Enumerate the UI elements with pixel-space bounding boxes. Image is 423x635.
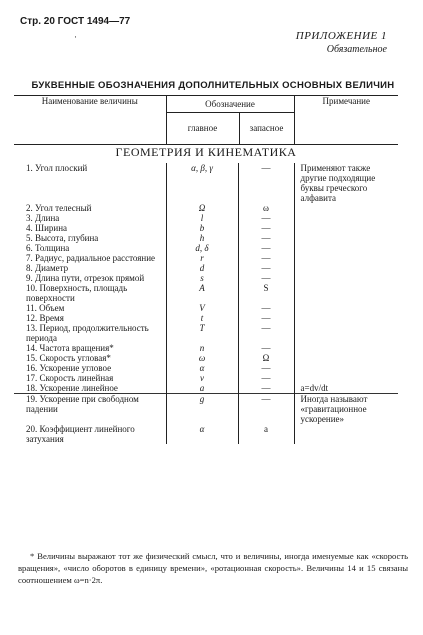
quantity-name: 3. Длина [26, 213, 60, 223]
alt-symbol: a [238, 424, 294, 444]
table-row [14, 233, 398, 243]
row-note [294, 363, 398, 373]
table-row [14, 283, 398, 303]
document-title: БУКВЕННЫЕ ОБОЗНАЧЕНИЯ ДОПОЛНИТЕЛЬНЫХ ОСНОВНЫХ ВЕЛИЧИН [31, 80, 395, 91]
table-row [14, 383, 398, 394]
quantity-name: 9. Длина пути, отрезок прямой [26, 273, 145, 283]
quantity-name: 10. Поверхность, площадь поверхности [26, 283, 128, 303]
main-symbol: T [166, 323, 238, 343]
row-note [294, 253, 398, 263]
quantity-name: 20. Коэффициент линейного затухания [26, 424, 135, 444]
row-note [294, 263, 398, 273]
alt-symbol: — [238, 223, 294, 233]
table-row [14, 323, 398, 343]
row-note [294, 303, 398, 313]
table-row [14, 223, 398, 233]
alt-symbol: — [238, 303, 294, 313]
table-row [14, 163, 398, 203]
row-note [294, 223, 398, 233]
alt-symbol: — [238, 243, 294, 253]
row-note: Иногда называют «гравитационное ускорение» [294, 394, 398, 425]
main-symbol: a [166, 383, 238, 394]
alt-symbol: ω [238, 203, 294, 213]
quantity-name: 11. Объем [26, 303, 65, 313]
row-note [294, 353, 398, 363]
alt-symbol: — [238, 163, 294, 203]
quantity-name: 19. Ускорение при свободном падении [14, 394, 166, 425]
header-main: главное [187, 123, 218, 133]
row-note: Применяют также другие подходящие буквы греческого алфавита [294, 163, 398, 203]
header-alt: запасное [239, 113, 294, 144]
table-row [14, 263, 398, 273]
table-row [14, 424, 398, 444]
alt-symbol: S [238, 283, 294, 303]
main-symbol: α [166, 363, 238, 373]
quantity-name: 12. Время [26, 313, 64, 323]
main-symbol: d, δ [166, 243, 238, 253]
row-note [294, 203, 398, 213]
row-note [294, 213, 398, 223]
main-symbol: ω [166, 353, 238, 363]
header-designation [166, 96, 294, 145]
section-title: ГЕОМЕТРИЯ И КИНЕМАТИКА [115, 145, 297, 159]
main-symbol: α, β, γ [166, 163, 238, 203]
header-name: Наименование величины [14, 96, 166, 145]
main-symbol: h [166, 233, 238, 243]
quantity-name: 2. Угол телесный [26, 203, 92, 213]
alt-symbol: — [238, 253, 294, 263]
alt-symbol: — [238, 263, 294, 273]
table-row [14, 363, 398, 373]
quantity-name: 8. Диаметр [26, 263, 69, 273]
alt-symbol: — [238, 313, 294, 323]
quantity-name: 4. Ширина [26, 223, 68, 233]
footnote: * Величины выражают тот же физический смысл, что и величины, иногда именуемые как «скорость вращения», «число оборотов в единицу времени», «ротационная скорость». Величины 14 и 15 связаны соотношением ω=n·2π. [18, 551, 408, 585]
quantity-name: 17. Скорость линейная [26, 373, 114, 383]
main-symbol: α [166, 424, 238, 444]
row-note [294, 283, 398, 303]
tick-mark: · [74, 32, 77, 42]
alt-symbol: — [238, 394, 294, 425]
table-row [14, 394, 398, 425]
appendix-status: Обязательное [326, 44, 387, 55]
main-symbol: s [166, 273, 238, 283]
main-symbol: n [166, 343, 238, 353]
row-note [294, 243, 398, 253]
table-row [14, 273, 398, 283]
main-symbol: g [166, 394, 238, 425]
table-row [14, 213, 398, 223]
alt-symbol: — [238, 323, 294, 343]
row-note [294, 323, 398, 343]
main-symbol: Ω [166, 203, 238, 213]
quantity-name: 5. Высота, глубина [26, 233, 99, 243]
alt-symbol: Ω [238, 353, 294, 363]
main-symbol: V [166, 303, 238, 313]
main-symbol: b [166, 223, 238, 233]
alt-symbol: — [238, 213, 294, 223]
row-note: a=dv/dt [294, 383, 398, 394]
main-symbol: r [166, 253, 238, 263]
header-note: Примечание [294, 96, 398, 145]
page-reference: Стр. 20 ГОСТ 1494—77 [20, 16, 131, 27]
quantity-name: 15. Скорость угловая* [26, 353, 111, 363]
alt-symbol: — [238, 373, 294, 383]
table-header-row [14, 96, 398, 145]
quantity-name: 6. Толщина [26, 243, 70, 253]
main-symbol: d [166, 263, 238, 273]
alt-symbol: — [238, 383, 294, 394]
table-row [14, 373, 398, 383]
quantity-name: 18. Ускорение линейное [26, 383, 118, 393]
main-symbol: A [166, 283, 238, 303]
table-row [14, 243, 398, 253]
row-note [294, 313, 398, 323]
quantity-name: 1. Угол плоский [26, 163, 88, 173]
quantity-name: 14. Частота вращения* [26, 343, 114, 353]
table-row [14, 343, 398, 353]
main-symbol: t [166, 313, 238, 323]
row-note [294, 424, 398, 444]
appendix-title: ПРИЛОЖЕНИЕ 1 [295, 30, 387, 42]
quantity-name: 7. Радиус, радиальное расстояние [26, 253, 156, 263]
table-row [14, 253, 398, 263]
table-row [14, 203, 398, 213]
table-row [14, 353, 398, 363]
table-row [14, 313, 398, 323]
alt-symbol: — [238, 273, 294, 283]
main-symbol: v [166, 373, 238, 383]
alt-symbol: — [238, 363, 294, 373]
alt-symbol: — [238, 343, 294, 353]
main-symbol: l [166, 213, 238, 223]
quantity-name: 16. Ускорение угловое [26, 363, 112, 373]
row-note [294, 273, 398, 283]
row-note [294, 373, 398, 383]
row-note [294, 233, 398, 243]
row-note [294, 343, 398, 353]
table-row [14, 303, 398, 313]
header-designation-label: Обозначение [167, 96, 294, 113]
designations-table [14, 95, 398, 444]
quantity-name: 13. Период, продолжительность периода [26, 323, 149, 343]
alt-symbol: — [238, 233, 294, 243]
